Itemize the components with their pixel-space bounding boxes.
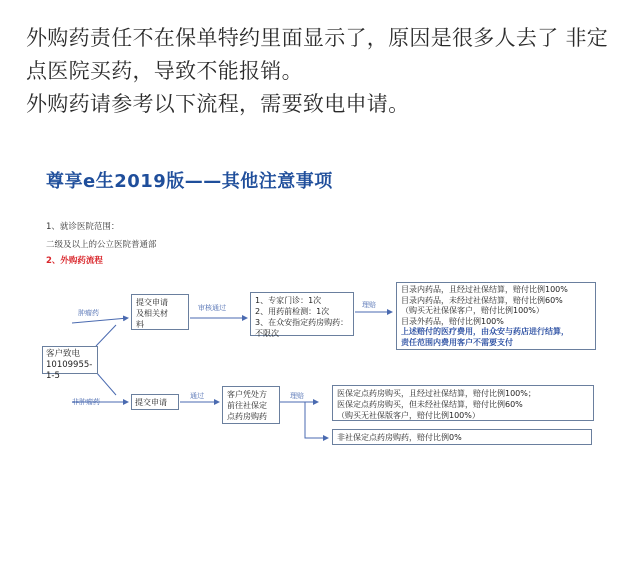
non-pharmacy-box: 非社保定点药房购药，赔付比例0% — [332, 429, 592, 445]
doc-title: 尊享e生2019版——其他注意事项 — [46, 171, 333, 192]
treatment-steps-box: 1、专家门诊：1次 2、用药前检测：1次 3、在众安指定药房购药： 不限次 — [250, 292, 354, 336]
intro-line-2: 外购药请参考以下流程，需要致电申请。 — [26, 92, 410, 116]
intro-line-1: 外购药责任不在保单特约里面显示了，原因是很多人去了 非定点医院买药，导致不能报销。 — [26, 26, 609, 83]
info-hospital-scope: 1、就诊医院范围： — [46, 222, 120, 232]
label-pass: 通过 — [190, 392, 204, 400]
info-hospital-level: 二级及以上的公立医院普通部 — [46, 240, 157, 250]
label-nontumor: 非肿瘤药 — [72, 398, 100, 406]
label-claim-2: 理赔 — [290, 392, 304, 400]
label-claim-1: 理赔 — [362, 301, 376, 309]
connector-customer-tumor — [96, 325, 116, 346]
arrow-tumor — [72, 318, 128, 323]
nontumor-reimbursement-box: 医保定点药房购买，且经过社保结算，赔付比例100%； 医保定点药房购买，但未经社保结算，赔付比例60% （购买无社保版客户，赔付比例100%） — [332, 385, 594, 421]
arrow-non-pharmacy — [305, 402, 328, 438]
label-tumor: 肿瘤药 — [78, 309, 99, 317]
submit-application-box-2: 提交申请 — [131, 394, 179, 410]
social-pharmacy-box: 客户凭处方 前往社保定 点药房购药 — [222, 386, 280, 424]
tumor-reimbursement-box: 目录内药品，且经过社保结算，赔付比例100% 目录内药品，未经过社保结算，赔付比例60% （购买无社保保客户，赔付比例100%） 目录外药品，赔付比例100% 上述赔付的医疗费用，由众安与药店进行结算， 责任范围内费用客户不需要支付 — [396, 282, 596, 350]
label-review: 审核通过 — [198, 304, 226, 312]
customer-call-box: 客户致电 10109955-1-5 — [42, 346, 98, 374]
info-purchase-flow: 2、外购药流程 — [46, 256, 103, 266]
submit-application-box-1: 提交申请 及相关材 料 — [131, 294, 189, 330]
connector-customer-nontumor — [96, 372, 116, 395]
